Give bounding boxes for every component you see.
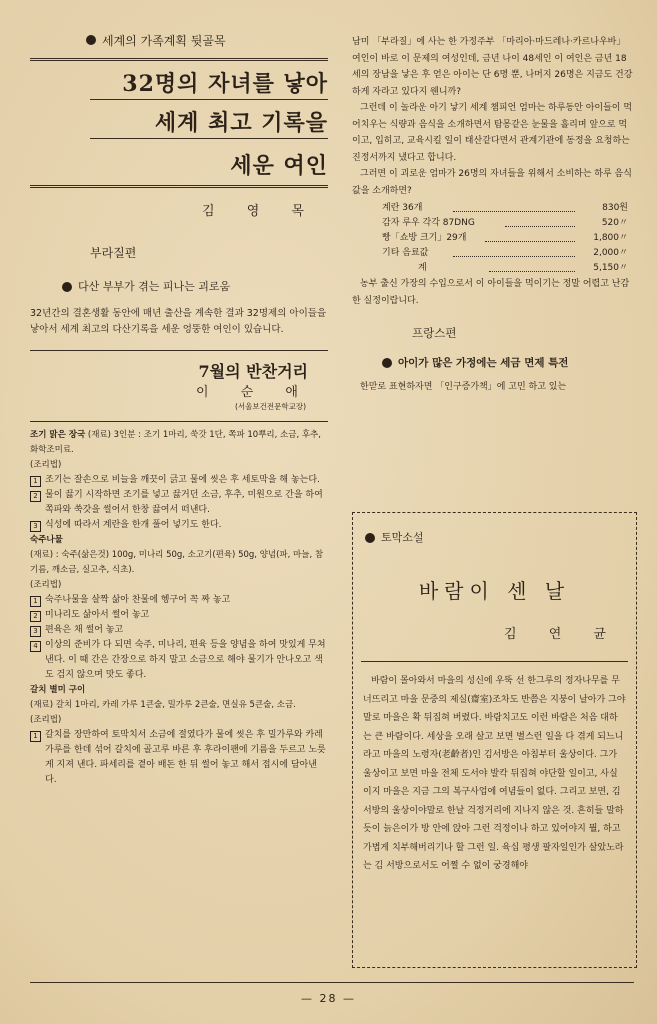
paragraph-4: 농부 출신 가장의 수입으로서 이 아이들을 먹이기는 정말 어렵고 난감한 실정이랍니다.: [352, 279, 630, 306]
cost-item: 계란 36개: [382, 203, 423, 213]
divider: [30, 58, 328, 61]
author: 김 영 목: [202, 204, 318, 219]
section-title: 부라질편: [90, 246, 137, 260]
divider: [90, 138, 328, 139]
dish2-ingredients: (재료) : 숙주(삶은것) 100g, 미나리 50g, 소고기(편육) 50g, 양념(파, 마늘, 참기름, 깨소금, 실고추, 식초).: [30, 550, 324, 575]
story-author: 김 연 균: [504, 627, 620, 642]
recipe-author: 이 순 애: [196, 385, 312, 400]
step-text: 물이 끓기 시작하면 조기를 넣고 끓거던 소금, 후추, 미원으로 간을 하여 쪽파와 쑥갓을 썰어서 한창 끓여서 떠낸다.: [45, 490, 323, 515]
cost-row: [382, 201, 628, 216]
sub-heading: [30, 278, 328, 296]
cost-row: [382, 216, 628, 231]
step: 2 미나리도 삶아서 썰어 놓고: [30, 608, 328, 623]
step: 3 식성에 따라서 계란을 한개 풀어 넣기도 한다.: [30, 518, 328, 533]
title-line-1: 32명의 자녀를 낳아: [122, 71, 328, 97]
cost-total-label: 계: [418, 263, 427, 273]
cost-row: [382, 231, 628, 246]
cost-total-value: 5,150〃: [593, 263, 628, 273]
story-title: 바람이 센 날: [418, 579, 571, 603]
cost-item: 기타 음료값: [382, 248, 429, 258]
cost-row: [382, 246, 628, 261]
paragraph-5: 한맏로 표현하자면 「인구증가책」에 고민 하고 있는: [360, 382, 567, 392]
step-text: 식성에 따라서 계란을 한개 풀어 넣기도 한다.: [45, 520, 222, 530]
cost-value: 830원: [602, 203, 628, 213]
sub-heading-2: [352, 355, 634, 373]
method3-label: (조리법): [30, 715, 62, 725]
cost-value: 2,000〃: [593, 248, 628, 258]
paragraph-2: 그런데 이 놀라운 아기 낳기 세계 챔피언 엄마는 하루동안 아이들이 먹어치우는 식량과 음식을 소개하면서 탐몽같은 눈물을 흘리며 앞으로 먹이고, 입히고, 교육시킬 일이 태산같다면서 관계기관에 동정을 요청하는 진정서까지 냈다고 합니다.: [352, 103, 633, 163]
divider: [30, 421, 328, 422]
recipe-affiliation: (서울보건전문학교장): [234, 402, 306, 411]
box-label: [365, 529, 636, 547]
dish1-ingredients: (재료) 3인분 : 조기 1마리, 쑥갓 1단, 쪽파 10뿌리, 소금, 후추, 화학조미료.: [30, 430, 321, 455]
left-column: [30, 28, 328, 788]
method1-label: (조리법): [30, 460, 62, 470]
step: 1 조기는 잘손으로 비늘을 깨끗이 긁고 물에 씻은 후 세토막을 해 놓는다.: [30, 473, 328, 488]
cost-item: 감자 루우 각각 87DNG: [382, 218, 475, 228]
footer-rule: [30, 982, 634, 983]
page-number: — 28 —: [301, 992, 356, 1005]
paragraph-3: 그러면 이 괴로운 엄마가 26명의 자녀들을 위해서 소비하는 하루 음식값을 소개하면?: [352, 169, 632, 196]
title-line-2: 세계 최고 기록을: [154, 110, 328, 136]
story-box: [352, 512, 637, 968]
step: 4 이상의 준비가 다 되면 숙주, 미나리, 편육 등을 양념을 하여 맛있게 무쳐 낸다. 이 때 간은 간장으로 하지 말고 소금으로 해야 물기가 안나오고 색도 검지 않으며 맛도 좋다.: [30, 638, 328, 683]
dish2-name: 숙주나물: [30, 535, 63, 545]
cost-value: 1,800〃: [593, 233, 628, 243]
bullet-icon: [365, 533, 375, 543]
step: 3 편육은 채 썰어 놓고: [30, 623, 328, 638]
divider: [30, 185, 328, 188]
dish3-name: 갈치 별미 구이: [30, 685, 86, 695]
bullet-icon: [62, 282, 72, 292]
cost-total-row: [382, 261, 628, 276]
sub-heading-text: 다산 부부가 겪는 피나는 괴로움: [78, 280, 231, 293]
sub-heading-2-text: 아이가 많은 가정에는 세금 면제 특전: [398, 357, 569, 369]
step: 1 숙주나물을 살짝 삶아 찬물에 헹구어 꼭 짜 놓고: [30, 593, 328, 608]
step: 2 물이 끓기 시작하면 조기를 넣고 끓거던 소금, 후추, 미원으로 간을 하여 쪽파와 쑥갓을 썰어서 한창 끓여서 떠낸다.: [30, 488, 328, 518]
story-text: 바람이 몰아와서 마을의 성신에 우뚝 선 한그루의 정자나무를 무너뜨리고 마을 문중의 제실(齋室)조차도 반쯤은 지붕이 날아가 그야말로 마을은 확 뒤집혀 버렸다. 바람치고도 이런 바람은 처음 대하는 큰 바람이다. 세상을 오래 살고 보면 별스런 일을 다 겪게 되느니라고 마을의 노령자(老齡者)인 김서방은 아침부터 울상이다. 그가 울상이고 보면 마을 전체 도서야 발칵 뒤집혀 야단할 일이고, 사실이지 마을은 지금 그의 복구사업에 여념들이 없다. 그리고 보면, 김 서방의 울상이야말로 한날 걱정거리에 지나지 않은 것. 흔히들 말하듯이 늙은이가 방 안에 앉아 그런 걱정이나 하고 있어야지 뭘, 하고 가볍게 치부해버리기나 할 그런 일. 육십 평생 팔자일인가 살았노라는 김 서방으로서도 어쩔 수 없이 궁경해야: [363, 676, 626, 871]
intro-paragraph: 32년간의 결혼생활 동안에 매년 출산을 계속한 결과 32명제의 아이들을 낳아서 세계 최고의 다산기록을 세운 엉뚱한 여인이 있습니다.: [30, 308, 327, 335]
dish3-ingredients: (재료) 갈치 1마리, 카레 가루 1큰술, 밀가루 2큰술, 면실유 5큰술, 소금.: [30, 700, 296, 710]
bullet-icon: [86, 35, 96, 45]
series-header: [30, 28, 328, 52]
title-line-3: 세운 여인: [230, 153, 328, 179]
section-title-2: 프랑스편: [412, 326, 457, 340]
step: 1 갈치를 장만하여 토막치서 소금에 절였다가 물에 씻은 후 밀가루와 카레 가루를 한데 섞어 갈치에 골고루 바른 후 후라이팬에 기름을 두르고 노릇게 지져 낸다. 파세리를 곁아 배돈 한 뒤 썰어 놓고 해서 접시에 담아낸다.: [30, 728, 328, 788]
box-label-text: 토막소설: [381, 531, 424, 544]
divider: [30, 350, 328, 351]
cost-item: 빵「쇼방 크기」29개: [382, 233, 467, 243]
dish1: [30, 428, 328, 458]
series-label: 세계의 가족계획 뒷골목: [102, 33, 226, 48]
step-text: 갈치를 장만하여 토막치서 소금에 절였다가 물에 씻은 후 밀가루와 카레 가루를 한데 섞어 갈치에 골고루 바른 후 후라이팬에 기름을 두르고 노릇게 지져 낸다. 파세리를 곁아 배돈 한 뒤 썰어 놓고 해서 접시에 담아낸다.: [45, 730, 326, 785]
dish1-name: 조기 맑은 장국: [30, 430, 86, 440]
step-text: 이상의 준비가 다 되면 숙주, 미나리, 편육 등을 양념을 하여 맛있게 무쳐 낸다. 이 때 간은 간장으로 하지 말고 소금으로 해야 물기가 안나오고 색도 검지 않으며 맛도 좋다.: [45, 640, 326, 680]
right-column: [352, 34, 634, 395]
cost-value: 520〃: [601, 218, 628, 228]
step-text: 미나리도 삶아서 썰어 놓고: [45, 610, 150, 620]
step-text: 편육은 채 썰어 놓고: [45, 625, 124, 635]
divider: [90, 99, 328, 100]
method2-label: (조리법): [30, 580, 62, 590]
step-text: 숙주나물을 살짝 삶아 찬물에 헹구어 꼭 짜 놓고: [45, 595, 231, 605]
bullet-icon: [382, 358, 392, 368]
step-text: 조기는 잘손으로 비늘을 깨끗이 긁고 물에 씻은 후 세토막을 해 놓는다.: [45, 475, 320, 485]
recipe-title: 7월의 반찬거리: [198, 362, 308, 381]
cost-list: [352, 201, 634, 276]
paragraph-1: 남미 「부라질」에 사는 한 가정주부 「마리아·마드레나·카르나우바」여인이 바로 이 문제의 여성인데, 금년 나이 48세인 이 여인은 금년 18세의 장남을 낳은 후 얻은 아이는 단 6명 뿐, 나머지 26명은 지금도 건강하게 자라고 있다지 웬니까?: [352, 37, 633, 97]
